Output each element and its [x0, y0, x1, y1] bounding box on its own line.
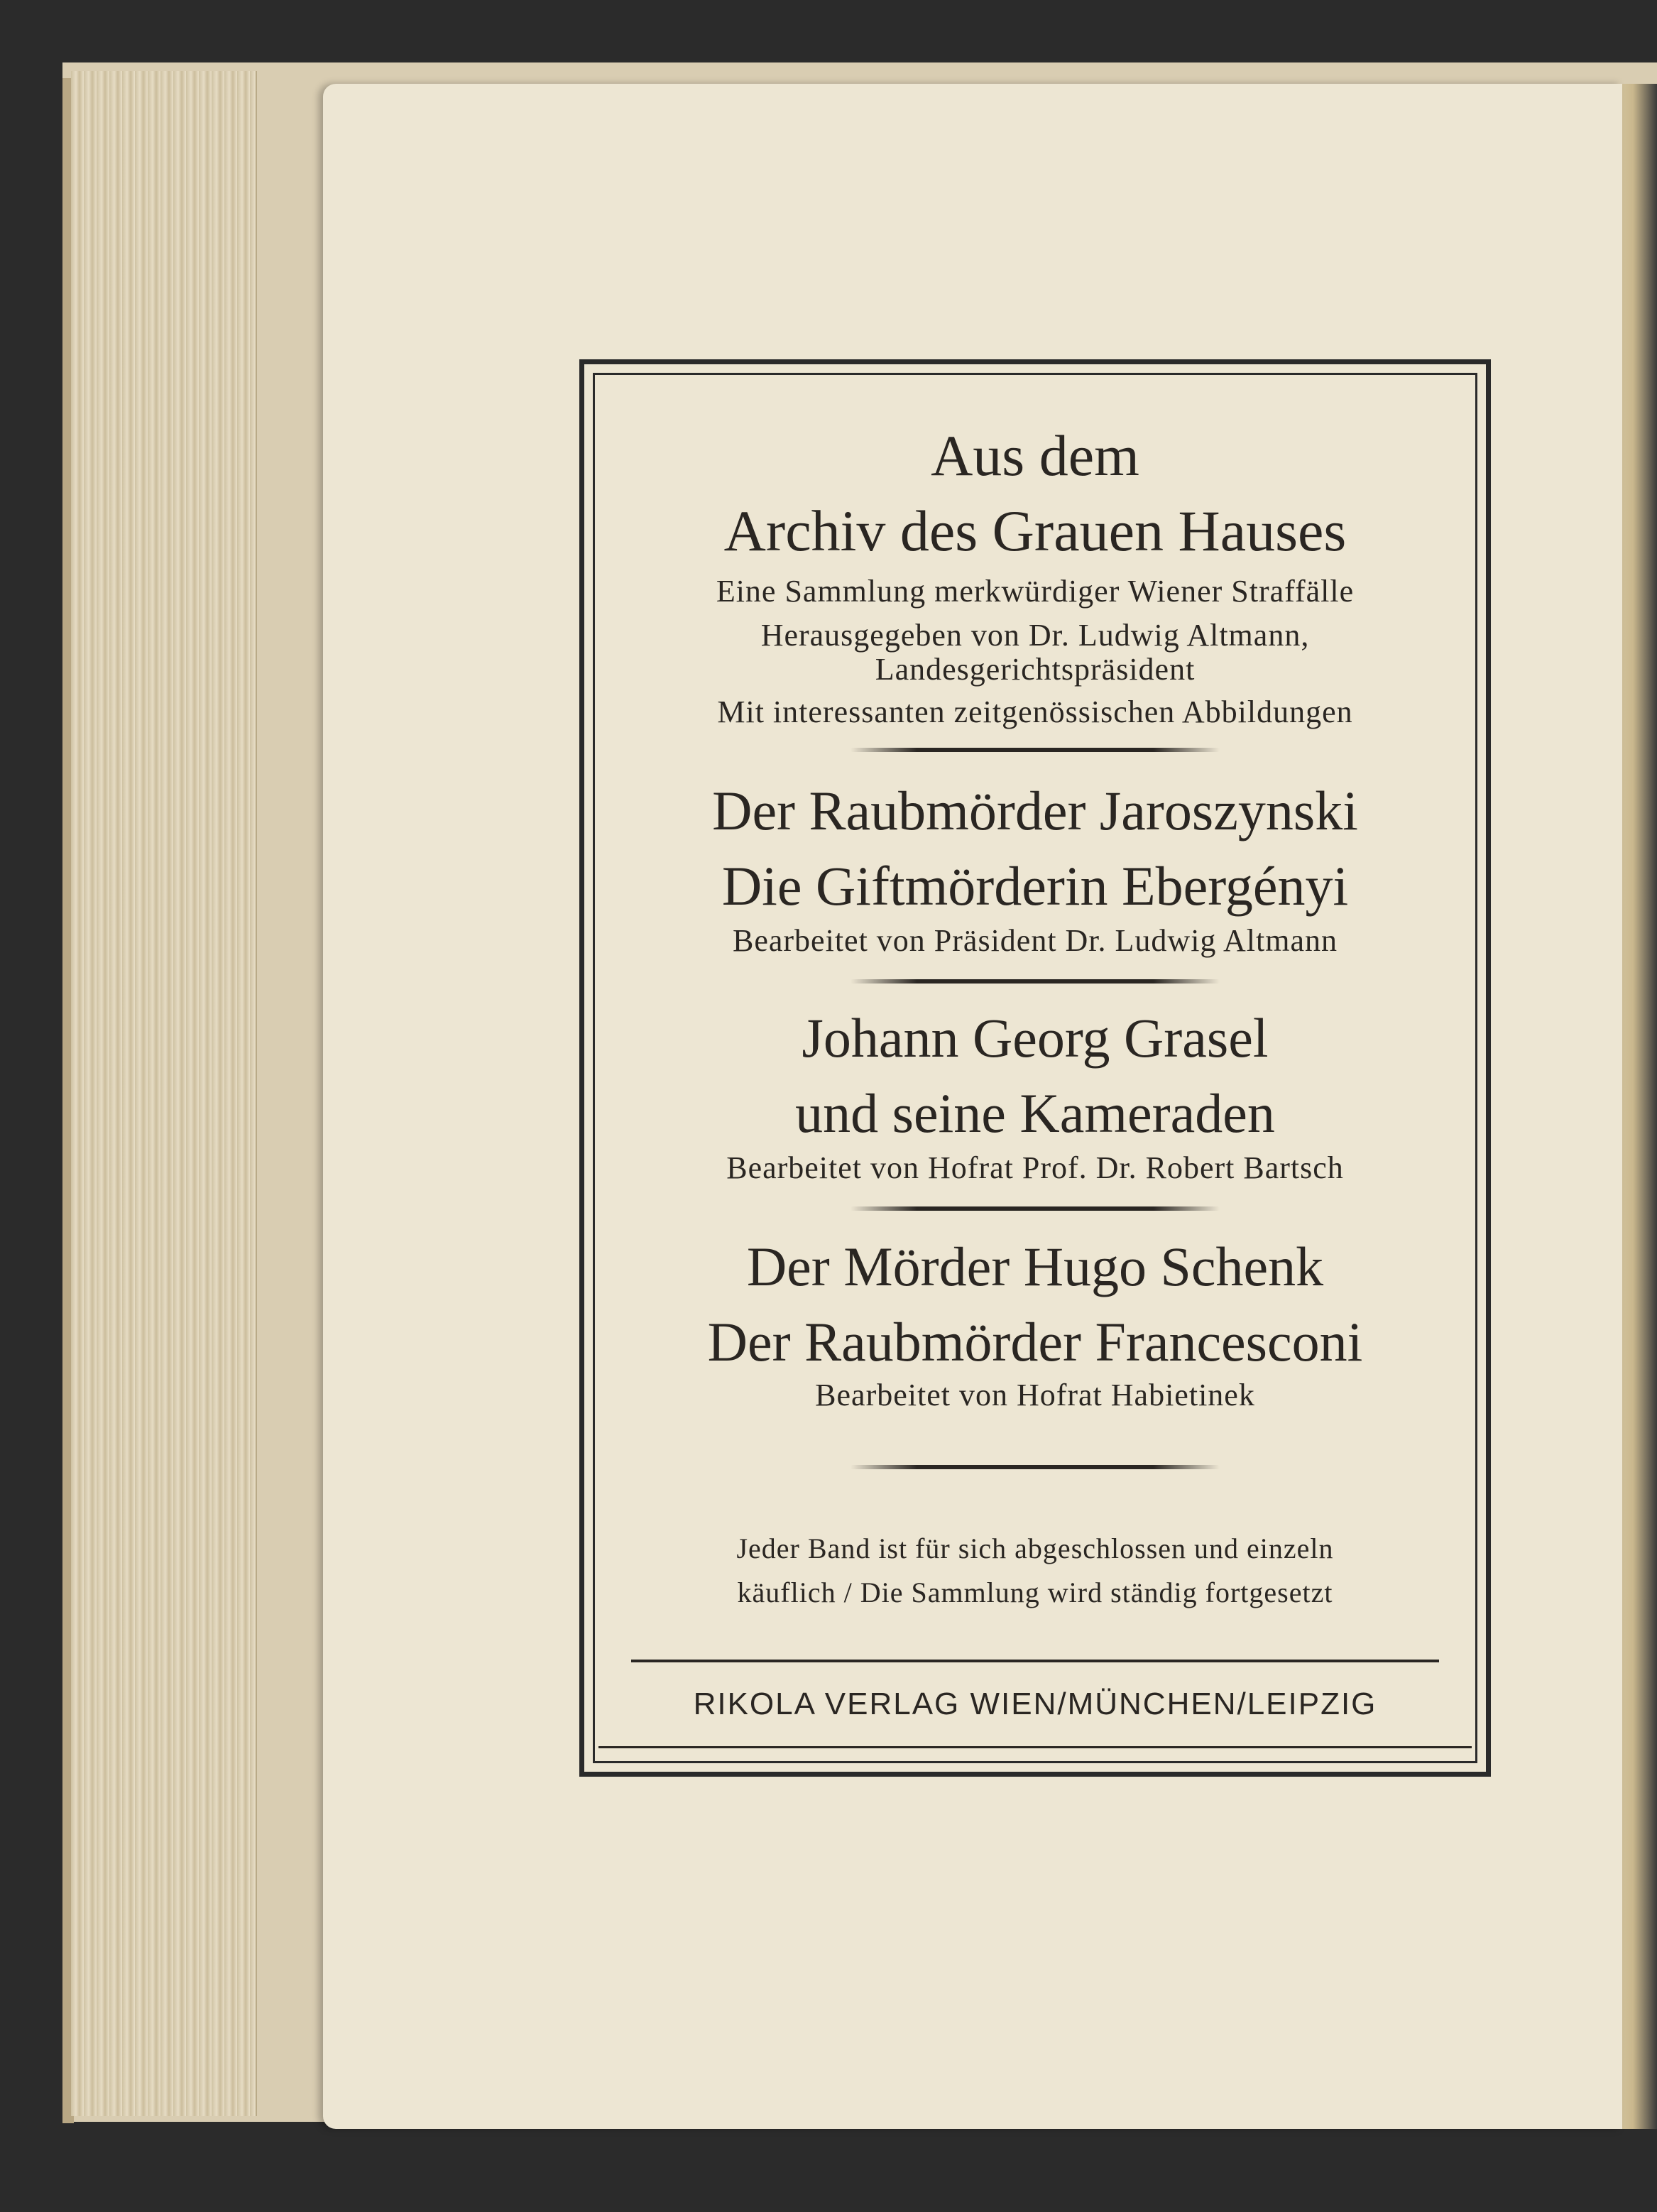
advertisement-content — [584, 364, 1486, 1772]
publisher-line: RIKOLA VERLAG WIEN/MÜNCHEN/LEIPZIG — [693, 1687, 1377, 1721]
purchase-note-1: Jeder Band ist für sich abgeschlossen und einzeln — [736, 1532, 1334, 1564]
footer-rule-top — [631, 1660, 1439, 1662]
volume-2-title-2: und seine Kameraden — [795, 1082, 1275, 1144]
divider-3 — [851, 1206, 1220, 1211]
divider-2 — [851, 979, 1220, 984]
page-stack — [71, 71, 257, 2116]
footer-rule-bottom — [598, 1746, 1472, 1748]
volume-1-editor: Bearbeitet von Präsident Dr. Ludwig Altmann — [733, 923, 1338, 958]
advertisement-frame — [579, 359, 1491, 1777]
volume-2-title-1: Johann Georg Grasel — [802, 1007, 1269, 1069]
illustrations-note: Mit interessanten zeitgenössischen Abbildungen — [717, 694, 1353, 729]
volume-3-title-1: Der Mörder Hugo Schenk — [746, 1236, 1324, 1297]
volume-2-editor: Bearbeitet von Hofrat Prof. Dr. Robert Bartsch — [726, 1150, 1344, 1185]
volume-3-title-2: Der Raubmörder Francesconi — [707, 1311, 1363, 1373]
divider-1 — [851, 748, 1220, 752]
series-title-line-2: Archiv des Grauen Hauses — [723, 498, 1347, 563]
volume-1-title-1: Der Raubmörder Jaroszynski — [712, 780, 1358, 841]
divider-4 — [851, 1465, 1220, 1469]
purchase-note-2: käuflich / Die Sammlung wird ständig fortgesetzt — [737, 1576, 1333, 1608]
volume-1-title-2: Die Giftmörderin Ebergényi — [721, 855, 1349, 917]
volume-3-editor: Bearbeitet von Hofrat Habietinek — [815, 1378, 1255, 1412]
series-subtitle: Eine Sammlung merkwürdiger Wiener Straffälle — [716, 574, 1355, 609]
editor-line: Herausgegeben von Dr. Ludwig Altmann, — [760, 618, 1310, 653]
editor-role: Landesgerichtspräsident — [875, 652, 1196, 687]
series-title-line-1: Aus dem — [931, 423, 1139, 488]
